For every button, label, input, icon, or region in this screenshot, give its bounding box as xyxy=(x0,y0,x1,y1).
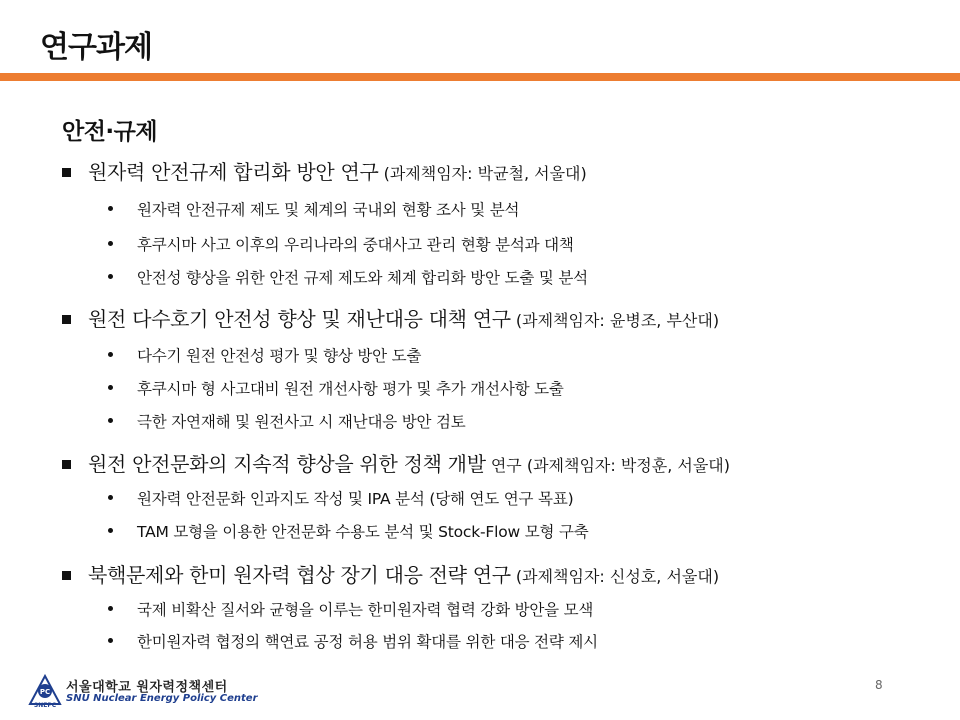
logo-korean-name: 서울대학교 원자력정책센터 xyxy=(66,680,228,695)
research-item-3 xyxy=(62,448,730,477)
section-heading: 안전·규제 xyxy=(62,119,158,145)
dot-bullet-icon xyxy=(108,528,113,533)
list-item xyxy=(108,266,588,288)
item-pi: (과제책임자: 박정훈, 서울대) xyxy=(526,456,730,475)
list-item-text: 극한 자연재해 및 원전사고 시 재난대응 방안 검토 xyxy=(137,413,466,431)
title-divider xyxy=(0,73,960,81)
list-item-text: 다수기 원전 안전성 평가 및 향상 방안 도출 xyxy=(137,347,422,365)
dot-bullet-icon xyxy=(108,206,113,211)
dot-bullet-icon xyxy=(108,385,113,390)
list-item-text: 원자력 안전규제 제도 및 체계의 국내외 현황 조사 및 분석 xyxy=(137,201,520,219)
list-item xyxy=(108,198,519,220)
snepc-emblem-icon xyxy=(28,674,62,708)
research-item-4 xyxy=(62,559,719,588)
svg-text:SNEPC: SNEPC xyxy=(33,702,57,708)
list-item xyxy=(108,598,593,620)
list-item xyxy=(108,377,564,399)
snepc-logo xyxy=(28,674,258,710)
list-item xyxy=(108,630,598,652)
list-item xyxy=(108,233,574,255)
square-bullet-icon xyxy=(62,460,71,469)
dot-bullet-icon xyxy=(108,241,113,246)
list-item xyxy=(108,487,573,509)
item-title: 원전 다수호기 안전성 향상 및 재난대응 대책 연구 xyxy=(88,307,511,331)
item-pi: (과제책임자: 신성호, 서울대) xyxy=(515,567,720,586)
list-item xyxy=(108,520,589,542)
research-item-1 xyxy=(62,156,587,185)
dot-bullet-icon xyxy=(108,274,113,279)
research-item-2 xyxy=(62,303,719,332)
svg-text:PC: PC xyxy=(39,688,51,696)
slide-title: 연구과제 xyxy=(40,30,152,65)
square-bullet-icon xyxy=(62,315,71,324)
list-item-text: 국제 비확산 질서와 균형을 이루는 한미원자력 협력 강화 방안을 모색 xyxy=(137,601,594,619)
list-item-text: 후쿠시마 형 사고대비 원전 개선사항 평가 및 추가 개선사항 도출 xyxy=(137,380,564,398)
list-item-text: 한미원자력 협정의 핵연료 공정 허용 범위 확대를 위한 대응 전략 제시 xyxy=(137,633,598,651)
list-item-text: 안전성 향상을 위한 안전 규제 제도와 체계 합리화 방안 도출 및 분석 xyxy=(137,269,588,287)
list-item-text: TAM 모형을 이용한 안전문화 수용도 분석 및 Stock-Flow 모형 구축 xyxy=(137,523,589,541)
item-title: 원전 안전문화의 지속적 향상을 위한 정책 개발 xyxy=(88,452,486,476)
item-title: 북핵문제와 한미 원자력 협상 장기 대응 전략 연구 xyxy=(88,563,511,587)
page-number: 8 xyxy=(875,678,883,692)
dot-bullet-icon xyxy=(108,606,113,611)
square-bullet-icon xyxy=(62,168,71,177)
dot-bullet-icon xyxy=(108,638,113,643)
item-pi: (과제책임자: 박균철, 서울대) xyxy=(383,164,587,183)
list-item-text: 원자력 안전문화 인과지도 작성 및 IPA 분석 (당해 연도 연구 목표) xyxy=(137,490,574,508)
dot-bullet-icon xyxy=(108,495,113,500)
list-item xyxy=(108,410,466,432)
logo-english-name: SNU Nuclear Energy Policy Center xyxy=(66,693,258,704)
item-title: 원자력 안전규제 합리화 방안 연구 xyxy=(88,160,379,184)
list-item-text: 후쿠시마 사고 이후의 우리나라의 중대사고 관리 현황 분석과 대책 xyxy=(137,236,574,254)
item-pi: (과제책임자: 윤병조, 부산대) xyxy=(515,311,720,330)
list-item xyxy=(108,344,421,366)
square-bullet-icon xyxy=(62,571,71,580)
dot-bullet-icon xyxy=(108,418,113,423)
dot-bullet-icon xyxy=(108,352,113,357)
item-title-suffix: 연구 xyxy=(490,456,522,475)
